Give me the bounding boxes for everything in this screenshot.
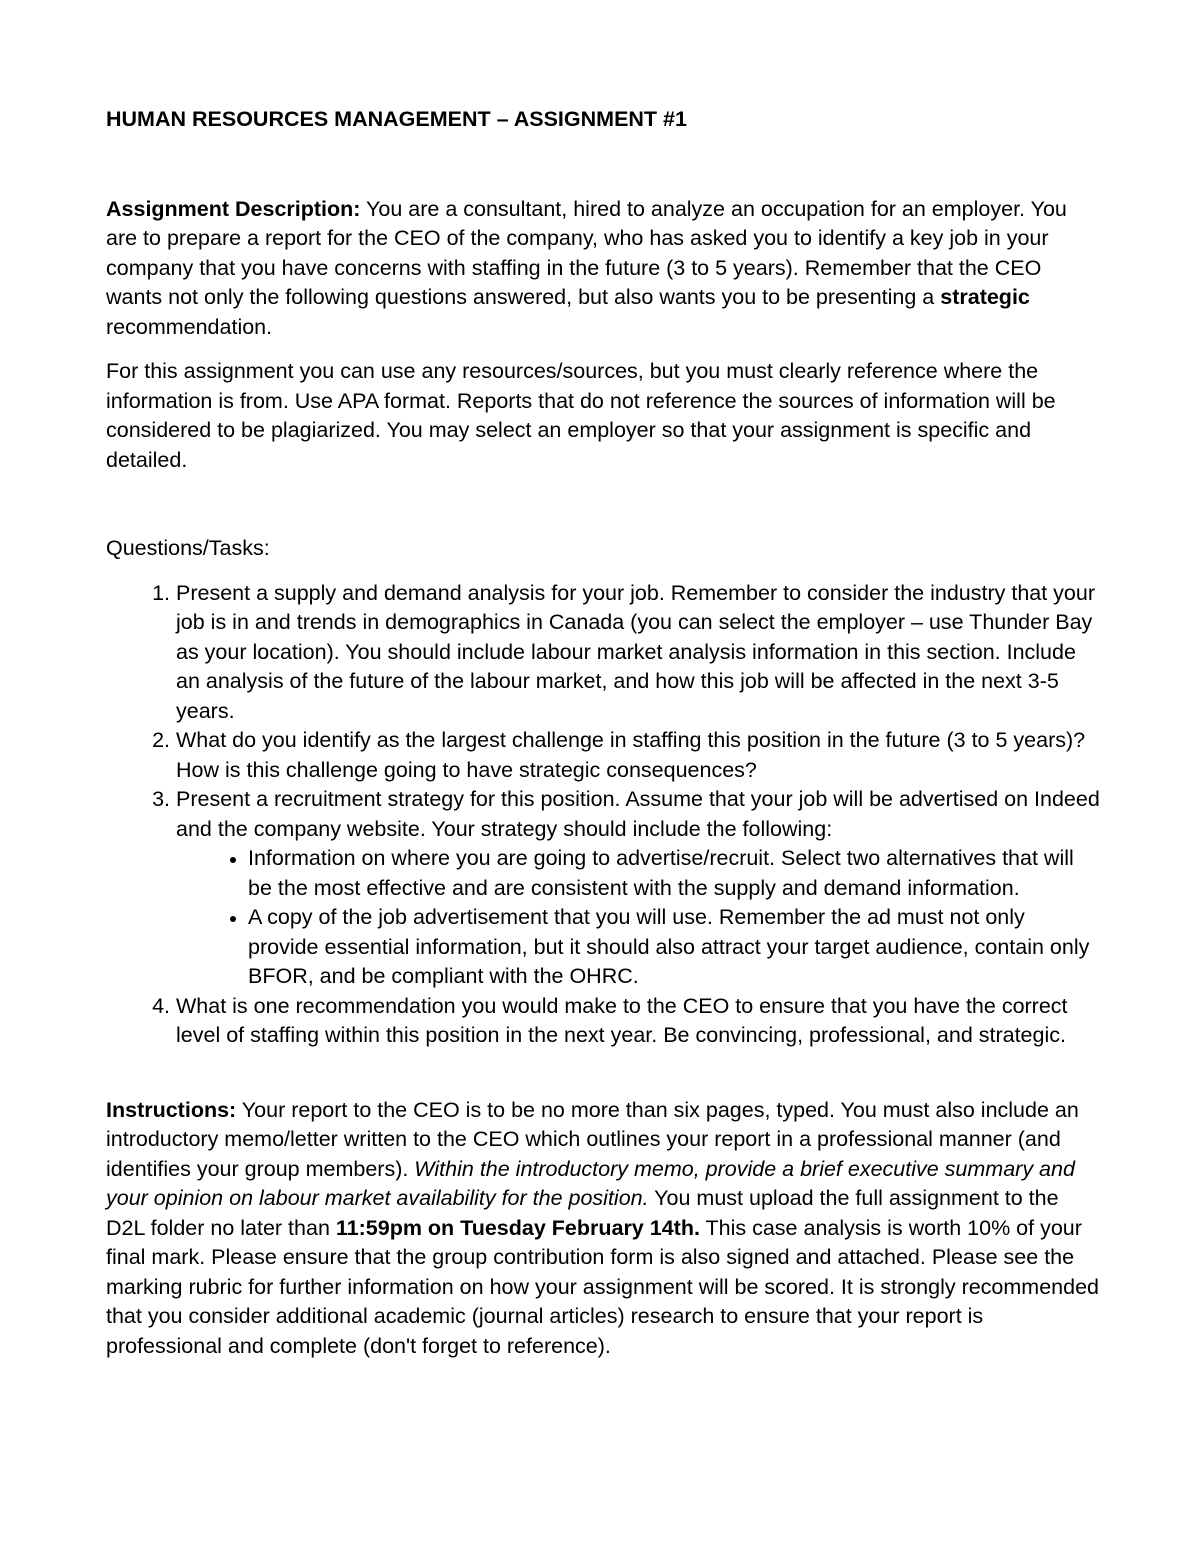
resources-paragraph: For this assignment you can use any resources/sources, but you must clearly reference where the information is from. Use APA format. Reports that do not reference the sources of information will be considered to be plagiarized. You may select an employer so that your assignment is specific and detailed.: [106, 359, 1056, 472]
document-body: [106, 105, 1100, 1361]
description-bold-word: strategic: [940, 285, 1030, 309]
bullet-item: [248, 844, 1100, 903]
instructions-deadline: 11:59pm on Tuesday February 14th.: [335, 1215, 700, 1240]
task-item: [176, 726, 1100, 785]
task-list: [106, 579, 1100, 1051]
document-title: HUMAN RESOURCES MANAGEMENT – ASSIGNMENT #1: [106, 107, 687, 131]
instructions-paragraph: [106, 1096, 1100, 1362]
assignment-description: [106, 195, 1100, 343]
task-item: [176, 579, 1100, 727]
task-item: [176, 785, 1100, 992]
instructions-label: Instructions:: [106, 1097, 237, 1122]
instructions-text-b: You must upload the full assignment to the D2L folder no later than: [106, 1186, 1059, 1240]
description-text-a: You are a consultant, hired to analyze an occupation for an employer. You are to prepare a report for the CEO of the company, who has asked you to identify a key job in your company that you have concerns with staffing in the future (3 to 5 years). Remember that the CEO wants not only the following questions answered, but also wants you to be presenting a: [106, 196, 1067, 309]
bullet-text: A copy of the job advertisement that you will use. Remember the ad must not only provide essential information, but it should also attract your target audience, contain only BFOR, and be compliant with the OHRC.: [248, 905, 1090, 988]
instructions-text-a: Your report to the CEO is to be no more than six pages, typed. You must also include an introductory memo/letter written to the CEO which outlines your report in a professional manner (and identifies your group members).: [106, 1097, 1079, 1181]
task-text: What is one recommendation you would make to the CEO to ensure that you have the correct level of staffing within this position in the next year. Be convincing, professional, and strategic.: [176, 993, 1068, 1047]
bullet-item: [248, 903, 1100, 992]
task-item: [176, 992, 1100, 1051]
description-label: Assignment Description:: [106, 196, 361, 221]
task-text: Present a supply and demand analysis for your job. Remember to consider the industry that your job is in and trends in demographics in Canada (you can select the employer – use Thunder Bay as your location). You should include labour market analysis information in this section. Include an analysis of the future of the labour market, and how this job will be affected in the next 3-5 years.: [176, 580, 1096, 723]
task-text: What do you identify as the largest challenge in staffing this position in the future (3 to 5 years)? How is this challenge going to have strategic consequences?: [176, 728, 1086, 782]
task-text: Present a recruitment strategy for this position. Assume that your job will be advertised on Indeed and the company website. Your strategy should include the following:: [176, 787, 1100, 841]
bullet-text: Information on where you are going to advertise/recruit. Select two alternatives that will be the most effective and are consistent with the supply and demand information.: [248, 846, 1074, 900]
instructions-text-c: This case analysis is worth 10% of your final mark. Please ensure that the group contribution form is also signed and attached. Please see the marking rubric for further information on how your assignment will be scored. It is strongly recommended that you consider additional academic (journal articles) research to ensure that your report is professional and complete (don't forget to reference).: [106, 1215, 1099, 1358]
task3-bullet-list: [176, 844, 1100, 992]
instructions-italic: Within the introductory memo, provide a brief executive summary and your opinion on labour market availability for the position.: [106, 1156, 1075, 1210]
description-text-b: recommendation.: [106, 314, 273, 339]
questions-heading: Questions/Tasks:: [106, 536, 270, 560]
